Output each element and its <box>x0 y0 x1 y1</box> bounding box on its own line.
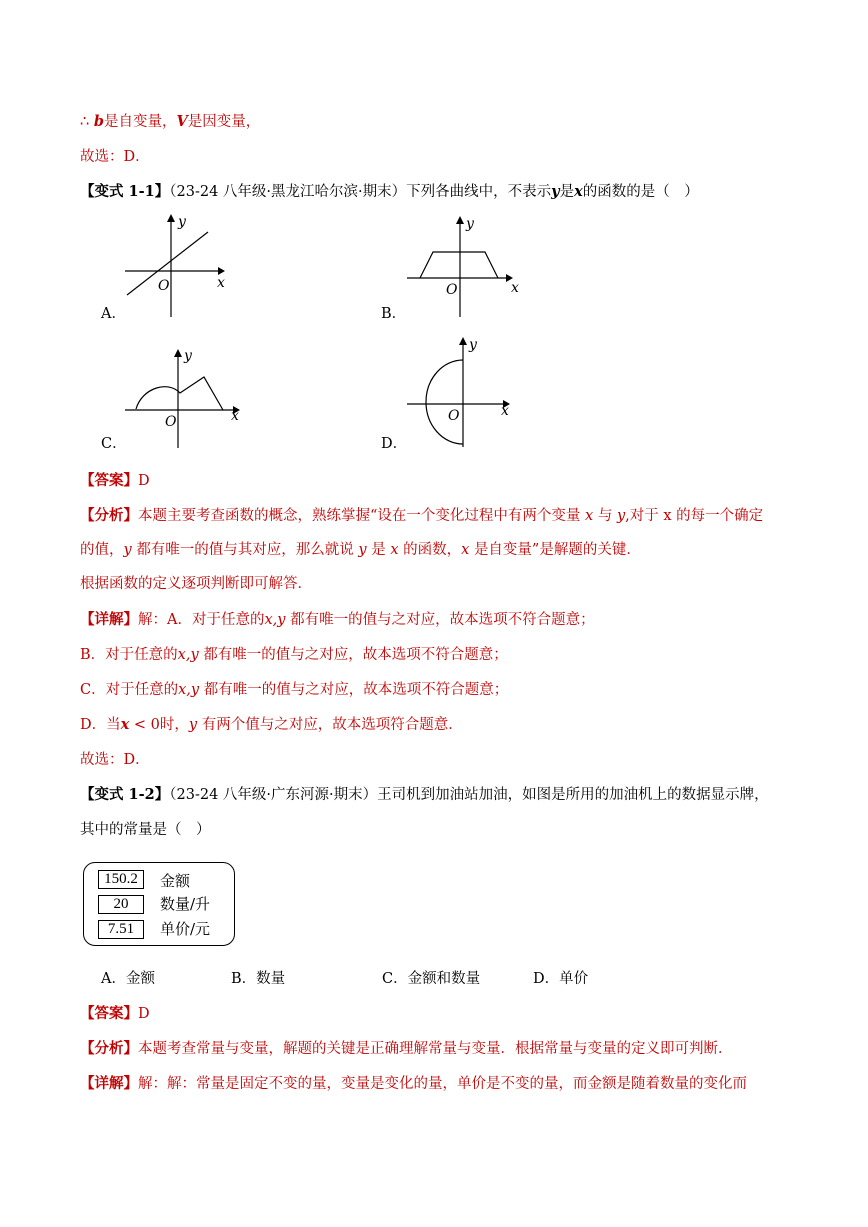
text: D．当 <box>80 717 121 733</box>
choice-a: A．金额 <box>101 971 155 987</box>
answer-value: D <box>138 473 150 489</box>
answer-value: D <box>138 1006 150 1022</box>
graph-b <box>400 212 530 322</box>
var-x: x <box>585 508 594 524</box>
answer-1-1 <box>80 471 150 491</box>
variant-1-2-question <box>80 785 769 805</box>
detail-tag: 【详解】 <box>80 611 138 628</box>
text: 是 <box>371 542 386 558</box>
conclusion-line <box>80 112 260 132</box>
variant-tag: 【变式 1-2】 <box>80 786 170 803</box>
detail-1-1-c <box>80 680 508 700</box>
y-label: y <box>184 348 192 364</box>
text: 是因变量， <box>187 114 261 130</box>
var-y: y <box>551 183 560 200</box>
variant-1-1-question <box>80 182 699 202</box>
text: 都有唯一的值与之对应，故本选项不符合题意； <box>290 612 595 628</box>
text: 的值， <box>80 542 124 558</box>
analysis-1-1-cont <box>80 540 641 560</box>
text: ,对于 x 的每一个确定 <box>625 508 764 524</box>
y-label: y <box>466 216 474 232</box>
x-arrow <box>218 267 225 275</box>
text: C．对于任意的 <box>80 682 179 698</box>
analysis-tag: 【分析】 <box>80 1040 138 1057</box>
x-label: x <box>501 403 509 419</box>
y-arrow <box>456 216 464 224</box>
var-y: y <box>616 508 626 524</box>
text: 是自变量， <box>103 114 177 130</box>
var-x: x <box>390 542 399 558</box>
option-a-label: A． <box>101 306 126 322</box>
var-y: y <box>123 542 132 558</box>
y-arrow <box>459 337 467 345</box>
option-b-label: B． <box>381 306 407 322</box>
var-x: x <box>574 183 583 200</box>
variant-1-2-question-cont: 其中的常量是（ ） <box>80 822 211 838</box>
x-label: x <box>231 408 239 424</box>
amount-label: 金额 <box>160 872 191 890</box>
origin-label: O <box>448 408 460 424</box>
text: 本题考查常量与变量，解题的关键是正确理解常量与变量．根据常量与变量的定义即可判断． <box>138 1041 733 1057</box>
answer-tag: 【答案】 <box>80 1005 138 1022</box>
choice-c: C．金额和数量 <box>382 971 481 987</box>
option-d-label: D． <box>381 436 408 452</box>
text: 是 <box>559 184 575 200</box>
curve-trapezoid <box>420 252 498 278</box>
choice-b: B．数量 <box>231 971 286 987</box>
graph-c <box>120 340 250 450</box>
detail-1-1-b <box>80 645 508 665</box>
selection-1-1: 故选：D． <box>80 752 150 768</box>
y-arrow <box>174 349 182 357</box>
selection-line: 故选：D． <box>80 149 150 165</box>
var-y: y <box>358 542 367 558</box>
quantity-value-box: 20 <box>98 895 144 914</box>
text: 都有唯一的值与之对应，故本选项不符合题意； <box>203 682 509 698</box>
detail-1-2 <box>80 1074 747 1094</box>
text: 的函数， <box>403 542 462 558</box>
text: 是自变量”是解题的关键． <box>473 542 641 558</box>
unit-price-label: 单价/元 <box>160 920 211 938</box>
text: 有两个值与之对应，故本选项符合题意． <box>201 717 463 733</box>
analysis-1-1-summary: 根据函数的定义逐项判断即可解答． <box>80 576 312 592</box>
text: 本题主要考查函数的概念，熟练掌握“设在一个变化过程中有两个变量 <box>138 508 581 524</box>
y-label: y <box>469 337 477 353</box>
var-xy: x,y <box>178 682 200 698</box>
x-label: x <box>217 275 225 291</box>
detail-1-1-d <box>80 715 463 735</box>
analysis-1-1 <box>80 506 763 526</box>
graph-d <box>400 335 530 450</box>
x-label: x <box>511 280 519 296</box>
quantity-label: 数量/升 <box>160 895 211 913</box>
therefore-symbol: ∴ <box>80 114 90 130</box>
question-text: （23-24 八年级·黑龙江哈尔滨·期末）下列各曲线中，不表示 <box>169 184 552 200</box>
analysis-tag: 【分析】 <box>80 507 138 524</box>
option-c-label: C． <box>101 436 127 452</box>
unit-price-value-box: 7.51 <box>98 920 144 939</box>
y-arrow <box>167 214 175 222</box>
var-b: b <box>93 113 104 130</box>
inequality: < 0 <box>129 717 160 733</box>
var-x: x <box>461 542 470 558</box>
variant-tag: 【变式 1-1】 <box>80 183 170 200</box>
curve-semicircle <box>426 360 463 444</box>
text: 的函数的是（ ） <box>582 184 699 200</box>
answer-1-2 <box>80 1004 150 1024</box>
y-label: y <box>178 214 186 230</box>
curve-arc-and-peak <box>136 377 223 410</box>
detail-tag: 【详解】 <box>80 1075 138 1092</box>
origin-label: O <box>165 414 177 430</box>
var-y: y <box>188 717 198 733</box>
var-xy: x,y <box>264 612 286 628</box>
text: 时， <box>159 717 189 733</box>
detail-1-1-a <box>80 610 595 630</box>
text: 与 <box>597 508 613 524</box>
graph-a <box>120 212 240 322</box>
var-xy: x,y <box>177 647 199 663</box>
answer-tag: 【答案】 <box>80 472 138 489</box>
var-v: V <box>176 113 188 130</box>
origin-label: O <box>158 278 170 294</box>
amount-value-box: 150.2 <box>98 870 144 889</box>
fuel-display-panel <box>83 862 235 946</box>
analysis-1-2 <box>80 1039 733 1059</box>
text: B．对于任意的 <box>80 647 178 663</box>
var-x: x <box>120 716 130 733</box>
text: 解：A．对于任意的 <box>138 612 265 628</box>
text: 解：解：常量是固定不变的量，变量是变化的量，单价是不变的量，而金额是随着数量的变化而 <box>138 1076 747 1092</box>
text: 都有唯一的值与其对应，那么就说 <box>136 542 354 558</box>
question-text: （23-24 八年级·广东河源·期末）王司机到加油站加油，如图是所用的加油机上的数据显示牌， <box>169 787 769 803</box>
origin-label: O <box>446 282 458 298</box>
text: 都有唯一的值与之对应，故本选项不符合题意； <box>203 647 508 663</box>
choice-d: D．单价 <box>533 971 589 987</box>
